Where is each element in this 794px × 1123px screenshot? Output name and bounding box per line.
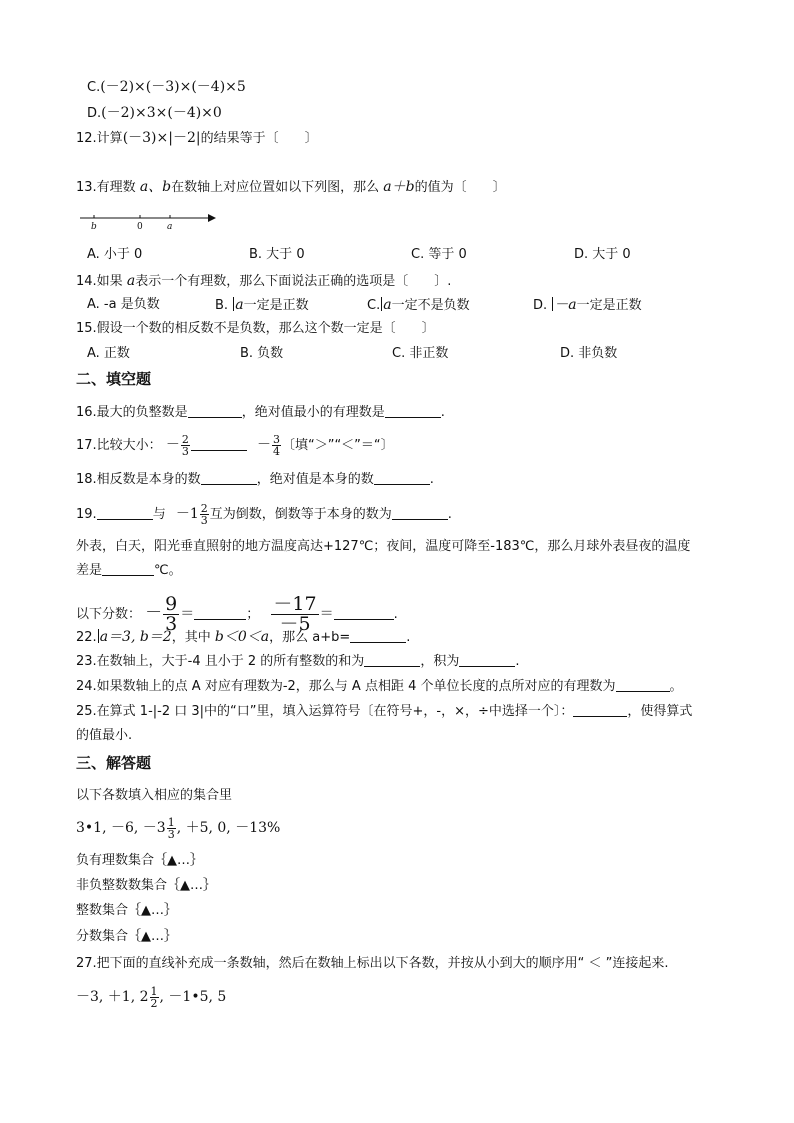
q27-mixed-fraction — [150, 986, 159, 1009]
question-24 — [76, 677, 683, 697]
fraction-denominator: 3 — [165, 613, 178, 635]
question-26-intro: 以下各数填入相应的集合里 — [76, 788, 233, 803]
set-answer-field[interactable]: ｛▲…｝ — [128, 929, 178, 944]
q14-option-b-text: 一定是正数 — [243, 298, 309, 313]
answer-blank[interactable] — [392, 505, 448, 520]
option-d-label: D. — [87, 106, 102, 121]
answer-blank[interactable] — [194, 605, 246, 620]
q14-variable: a — [126, 273, 136, 289]
section-heading-answer: 三、解答题 — [76, 754, 152, 772]
q17-fraction1 — [181, 434, 190, 457]
q19-mixed-whole: －1 — [175, 506, 199, 522]
question-25-line1 — [76, 702, 692, 722]
answer-blank[interactable] — [350, 628, 406, 643]
fraction-numerator: 2 — [181, 433, 189, 446]
q16-text-a: 16.最大的负整数是 — [76, 405, 188, 420]
fraction-numerator: 9 — [165, 593, 178, 615]
fraction-numerator: －17 — [273, 593, 317, 615]
q25-text-a: 25.在算式 1-|-2 口 3|中的“口”里，填入运算符号〔在符号+，-，×，÷中选择一个〕： — [76, 704, 574, 719]
question-18 — [76, 470, 434, 490]
q25-text-b: ，使得算式 — [627, 704, 693, 719]
answer-blank[interactable] — [102, 561, 154, 576]
question-17 — [76, 434, 394, 457]
q14-option-d-text: 一定是正数 — [576, 298, 642, 313]
fraction-numerator: 2 — [200, 502, 208, 515]
q18-text-c: . — [429, 472, 434, 487]
question-16 — [76, 403, 445, 423]
q15-option-c: C. 非正数 — [392, 346, 449, 361]
q17-text: 17.比较大小： — [76, 438, 162, 453]
q19-text-b: 与 — [152, 507, 166, 522]
q22-text-d: . — [406, 630, 411, 645]
q21-fraction1-sign: － — [145, 603, 163, 623]
q14-option-b-label: B. — [215, 298, 229, 313]
q26-mixed-fraction — [167, 817, 176, 840]
answer-blank[interactable] — [459, 652, 515, 667]
fraction-numerator: 1 — [167, 816, 175, 829]
answer-blank[interactable] — [385, 403, 441, 418]
q23-text-b: ，积为 — [420, 654, 460, 669]
number-line-label-b: b — [91, 222, 97, 232]
q13-option-c: C. 等于 0 — [411, 247, 467, 262]
q14-option-d — [533, 295, 642, 316]
question-15: 15.假设一个数的相反数不是负数，那么这个数一定是〔 〕 — [76, 321, 435, 336]
q18-text-b: ，绝对值是本身的数 — [256, 472, 374, 487]
q24-end: 。 — [669, 679, 683, 694]
q13-prefix: 13.有理数 — [76, 180, 136, 195]
q17-hint: 〔填“＞”“＜”＝“〕 — [281, 438, 394, 453]
fraction-denominator: 3 — [181, 445, 189, 458]
q13-middle: 在数轴上对应位置如以下列图，那么 — [171, 180, 380, 195]
q21-text: 以下分数： — [76, 607, 142, 622]
q14-option-d-expression: －a — [554, 297, 577, 313]
section-heading-fill-in: 二、填空题 — [76, 370, 152, 388]
fraction-denominator: －5 — [279, 613, 311, 635]
option-c-label: C. — [87, 80, 101, 95]
q15-option-d: D. 非负数 — [560, 346, 618, 361]
question-26-numbers — [76, 817, 280, 840]
q16-text-b: ，绝对值最小的有理数是 — [241, 405, 385, 420]
q14-suffix: 表示一个有理数，那么下面说法正确的选项是〔 〕. — [135, 274, 452, 289]
number-line-label-0: 0 — [137, 222, 143, 232]
q19-text-c: 互为倒数，倒数等于本身的数为 — [209, 507, 392, 522]
number-line-label-a: a — [167, 222, 173, 232]
question-27: 27.把下面的直线补充成一条数轴，然后在数轴上标出以下各数，并按从小到大的顺序用“ ＜ ”连接起来. — [76, 956, 669, 971]
equals-sign: ＝ — [319, 606, 334, 622]
q22-expression: a＝3, b＝2 — [99, 629, 172, 645]
q16-text-c: . — [440, 405, 445, 420]
q20-text-b: ℃。 — [154, 563, 182, 578]
fraction-denominator: 3 — [167, 828, 175, 841]
fraction-denominator: 3 — [200, 514, 208, 527]
question-13 — [76, 177, 506, 198]
answer-blank[interactable] — [364, 652, 420, 667]
question-22 — [76, 627, 410, 648]
q14-prefix: 14.如果 — [76, 274, 123, 289]
option-d-expression: (－2)×3×(－4)×0 — [101, 105, 222, 121]
answer-blank[interactable] — [334, 605, 394, 620]
fraction-numerator: 3 — [272, 433, 280, 446]
set-nonnegative-integers — [76, 876, 216, 896]
question-12 — [76, 128, 318, 149]
fraction-denominator: 2 — [150, 997, 158, 1010]
q17-fraction2-sign: － — [256, 437, 271, 453]
q17-fraction2 — [272, 434, 281, 457]
q20-text-a: 差是 — [76, 563, 103, 578]
q13-option-d: D. 大于 0 — [574, 247, 631, 262]
q23-text-c: . — [515, 654, 520, 669]
set-integers — [76, 901, 177, 921]
q22-text-c: ，那么 a+b= — [269, 630, 351, 645]
q14-option-c-label: C. — [367, 298, 381, 313]
answer-blank[interactable] — [374, 470, 430, 485]
q26-numbers-a: 3•1, －6, －3 — [76, 820, 166, 836]
set-fractions — [76, 927, 177, 947]
q15-option-a: A. 正数 — [87, 346, 130, 361]
answer-blank[interactable] — [573, 702, 627, 717]
number-line-figure — [80, 210, 220, 236]
q21-end: . — [393, 607, 398, 622]
q14-option-b — [215, 295, 309, 316]
answer-blank[interactable] — [97, 505, 153, 520]
question-19 — [76, 503, 452, 526]
set-label: 负有理数集合 — [76, 853, 155, 868]
q27-numbers-b: , －1•5, 5 — [159, 989, 227, 1005]
q23-text-a: 23.在数轴上，大于-4 且小于 2 的所有整数的和为 — [76, 654, 365, 669]
abs-bar — [98, 629, 99, 643]
q13-option-b: B. 大于 0 — [249, 247, 305, 262]
q13-variables: a、b — [139, 179, 172, 195]
q19-number: 19. — [76, 507, 97, 522]
q19-text-d: . — [447, 507, 452, 522]
q14-option-c — [367, 295, 470, 316]
q22-condition: b＜0＜a — [214, 629, 270, 645]
answer-blank[interactable] — [201, 470, 257, 485]
q14-option-b-expression: a — [235, 297, 244, 313]
q14-option-c-expression: a — [383, 297, 392, 313]
q13-suffix: 的值为〔 〕 — [414, 180, 506, 195]
q26-numbers-b: , ＋5, 0, －13% — [176, 820, 281, 836]
q22-number: 22. — [76, 630, 97, 645]
option-d — [87, 103, 222, 124]
set-answer-field[interactable]: ｛▲…｝ — [167, 878, 217, 893]
separator: ； — [246, 607, 260, 622]
set-answer-field[interactable]: ｛▲…｝ — [154, 853, 204, 868]
q12-suffix: 的结果等于〔 〕 — [200, 131, 318, 146]
fraction-denominator: 4 — [272, 445, 280, 458]
q19-mixed-fraction — [200, 503, 209, 526]
q17-fraction1-sign: － — [165, 437, 180, 453]
q27-numbers-a: －3, ＋1, 2 — [76, 989, 149, 1005]
question-14 — [76, 271, 451, 292]
set-negative-rationals — [76, 851, 203, 871]
q14-option-c-text: 一定不是负数 — [391, 298, 470, 313]
question-25-line2: 的值最小. — [76, 728, 133, 743]
q14-option-d-label: D. — [533, 298, 548, 313]
question-20-line2 — [76, 561, 182, 581]
option-c — [87, 77, 246, 98]
question-23 — [76, 652, 519, 672]
q24-text: 24.如果数轴上的点 A 对应有理数为-2，那么与 A 点相距 4 个单位长度的点所对应的有理数为 — [76, 679, 616, 694]
set-label: 整数集合 — [76, 903, 129, 918]
q22-text-b: ，其中 — [171, 630, 211, 645]
question-20-line1: 外表，白天，阳光垂直照射的地方温度高达+127℃；夜间，温度可降至-183℃，那么月球外表昼夜的温度 — [76, 539, 691, 554]
answer-blank[interactable] — [191, 436, 247, 451]
q12-prefix: 12.计算 — [76, 131, 123, 146]
equals-sign: ＝ — [180, 606, 195, 622]
option-c-expression: (－2)×(－3)×(－4)×5 — [100, 79, 246, 95]
set-answer-field[interactable]: ｛▲…｝ — [128, 903, 178, 918]
q12-expression: (－3)×|－2| — [122, 130, 201, 146]
q13-option-a: A. 小于 0 — [87, 247, 143, 262]
fraction-numerator: 1 — [150, 985, 158, 998]
set-label: 非负整数数集合 — [76, 878, 168, 893]
answer-blank[interactable] — [616, 677, 670, 692]
number-line-axis — [80, 210, 220, 224]
q15-option-b: B. 负数 — [240, 346, 284, 361]
q13-expression: a＋b — [383, 179, 415, 195]
question-27-numbers — [76, 986, 226, 1009]
q18-text-a: 18.相反数是本身的数 — [76, 472, 201, 487]
set-label: 分数集合 — [76, 929, 129, 944]
answer-blank[interactable] — [188, 403, 242, 418]
q14-option-a: A. -a 是负数 — [87, 297, 160, 312]
